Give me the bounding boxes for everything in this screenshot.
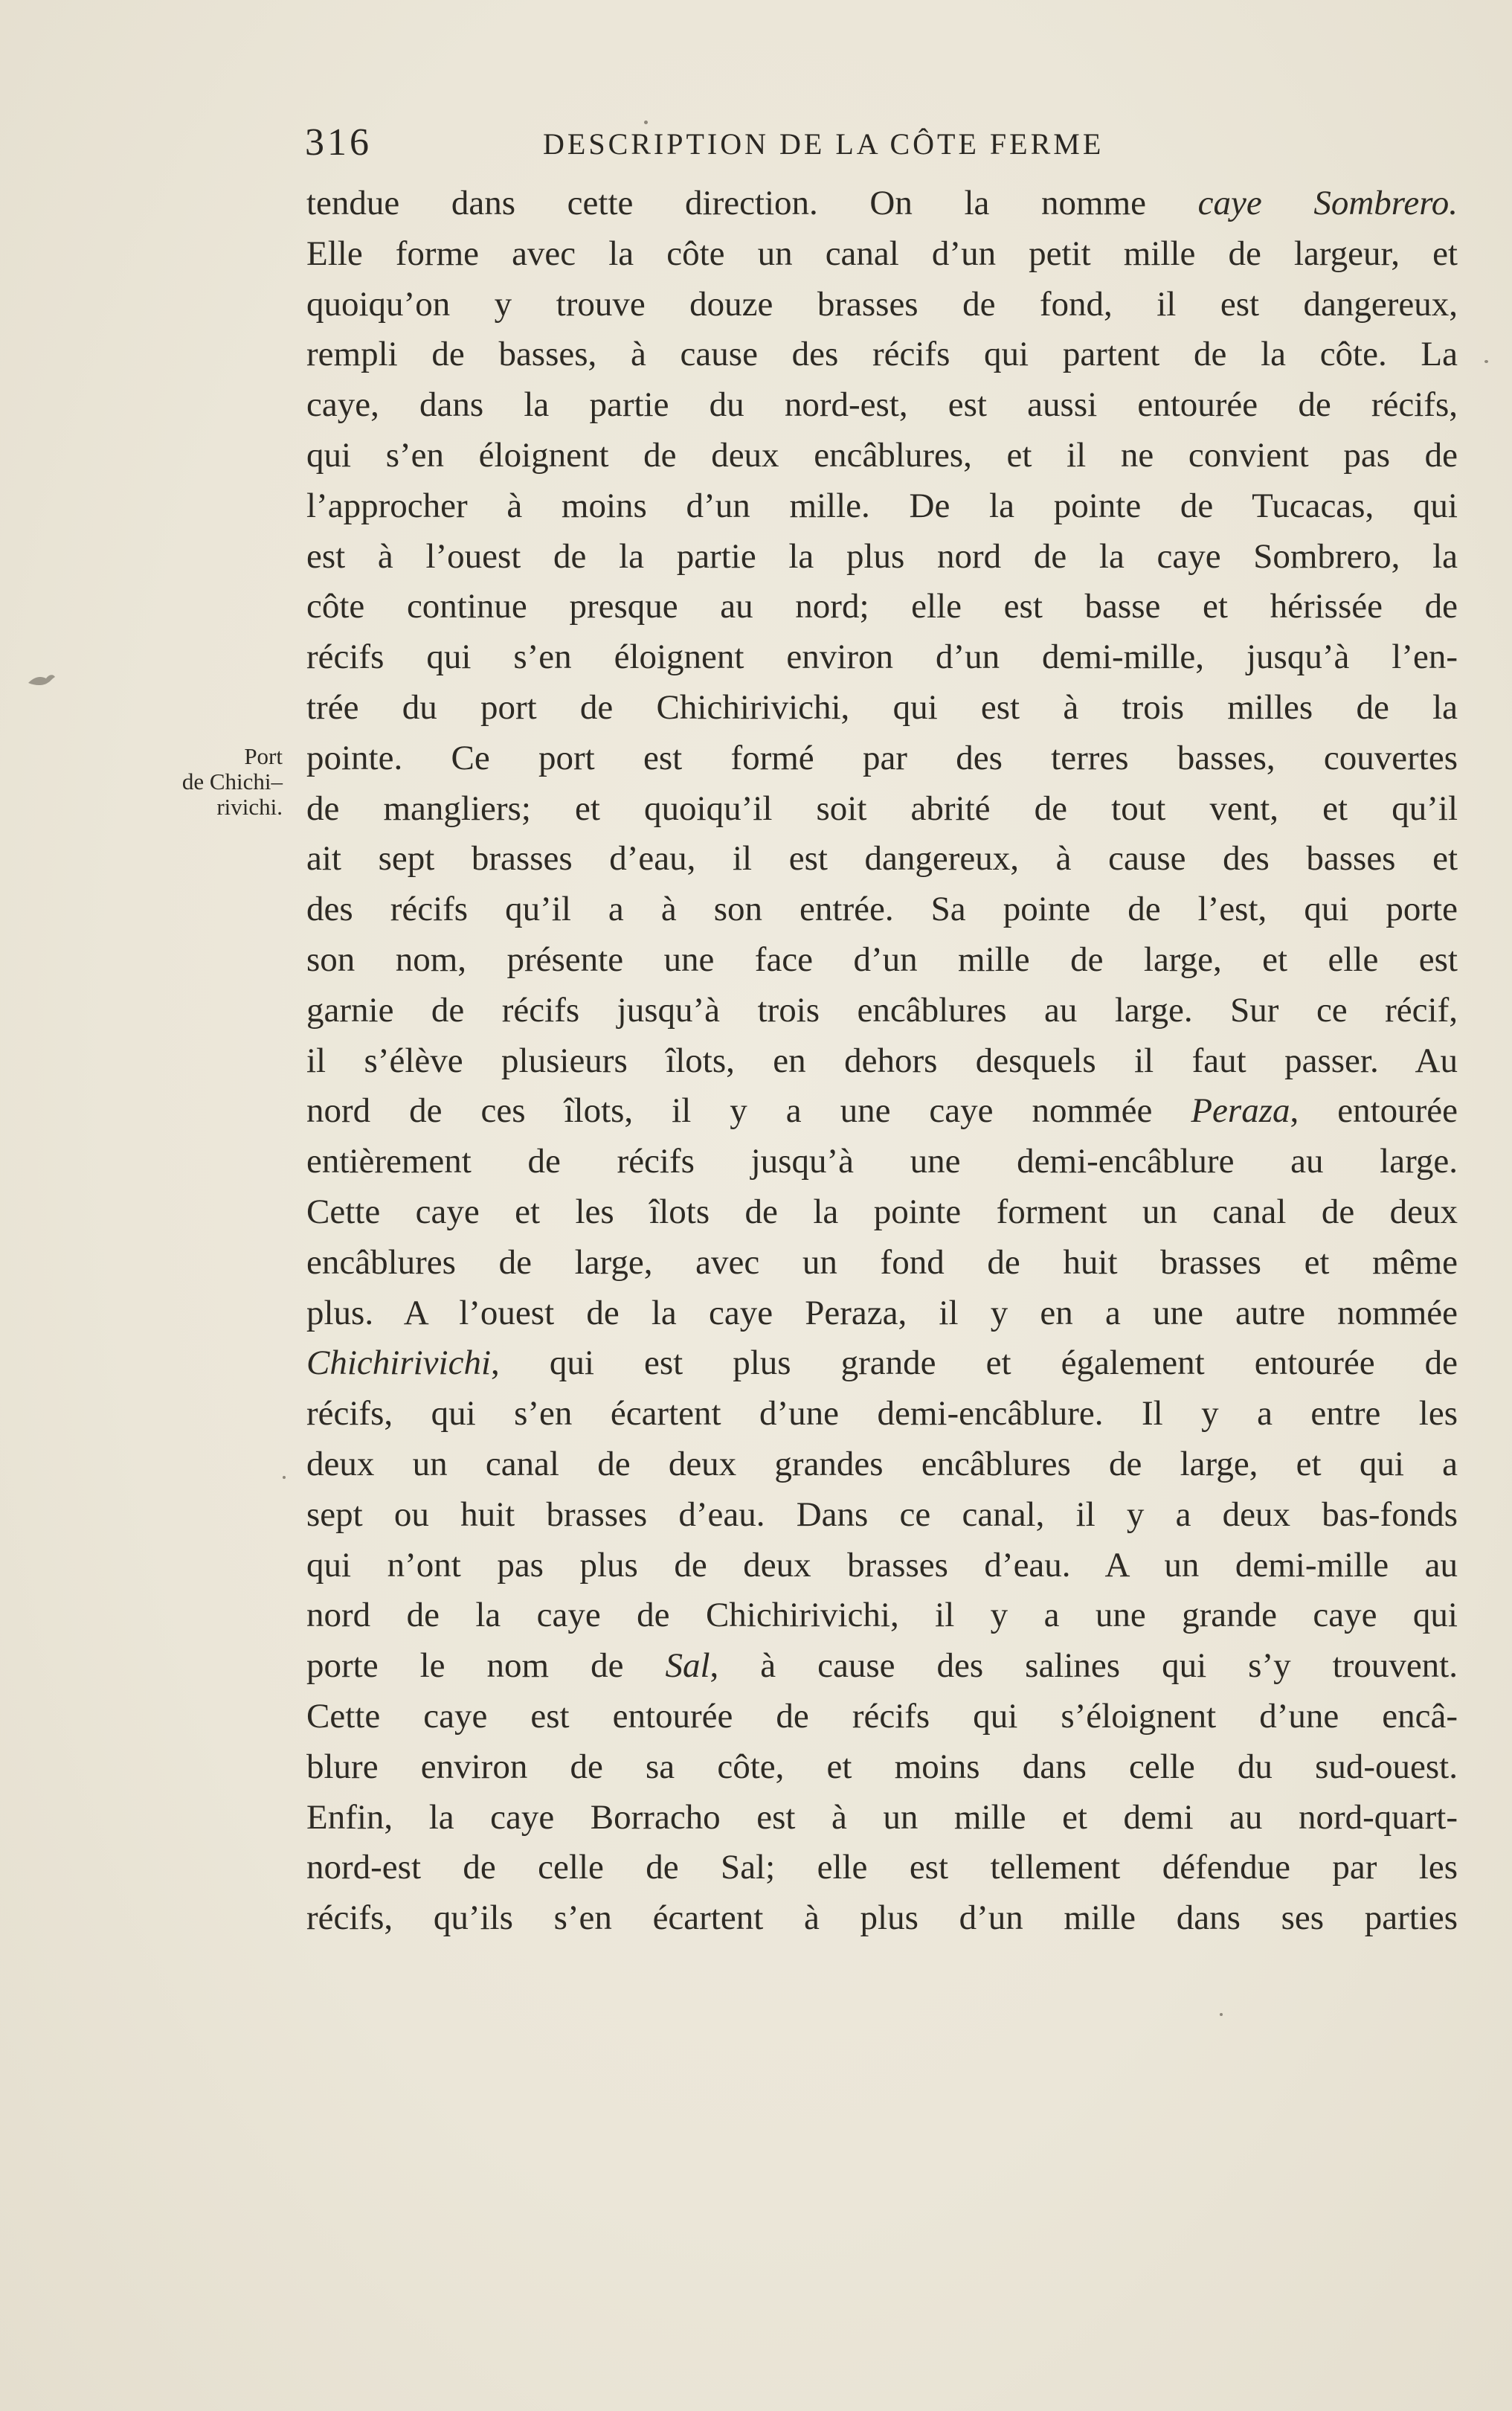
text-line [306, 1893, 1458, 1944]
running-head [305, 121, 1454, 165]
text-run: sept ou huit brasses d’eau. Dans ce canal, il y a deux bas-fonds [306, 1495, 1458, 1534]
text-run: l’approcher à moins d’un mille. De la pointe de Tucacas, qui [306, 486, 1458, 525]
text-run: rempli de basses, à cause des récifs qui partent de la côte. La [306, 335, 1458, 374]
text-line [306, 632, 1458, 683]
text-run: Elle forme avec la côte un canal d’un petit mille de largeur, et [306, 234, 1458, 273]
paper-speck [1484, 360, 1488, 363]
margin-note [126, 744, 283, 820]
italic-text: Chichirivichi [306, 1343, 492, 1383]
text-run: caye, dans la partie du nord-est, est aussi entourée de récifs, [306, 385, 1458, 425]
text-run: nord de ces îlots, il y a une caye nommée [306, 1091, 1191, 1131]
text-run: des récifs qu’il a à son entrée. Sa pointe de l’est, qui porte [306, 890, 1458, 929]
text-line [306, 1793, 1458, 1843]
text-line [306, 532, 1458, 582]
text-line [306, 1590, 1458, 1641]
running-title: DESCRIPTION DE LA CÔTE FERME [543, 127, 1104, 161]
text-run: Cette caye est entourée de récifs qui s’éloignent d’une encâ- [306, 1696, 1458, 1736]
text-run: encâblures de large, avec un fond de huit brasses et même [306, 1242, 1458, 1282]
text-run: ait sept brasses d’eau, il est dangereux, à cause des basses et [306, 839, 1458, 879]
text-line [306, 481, 1458, 532]
italic-text: Sal [665, 1646, 710, 1686]
text-run: deux un canal de deux grandes encâblures de large, et qui a [306, 1444, 1458, 1483]
text-line [306, 1086, 1458, 1137]
text-run: nord de la caye de Chichirivichi, il y a une grande caye qui [306, 1596, 1458, 1635]
printer-mark-icon [27, 670, 57, 692]
text-run: récifs, qui s’en écartent d’une demi-encâblure. Il y a entre les [306, 1394, 1458, 1434]
text-run: Cette caye et les îlots de la pointe forment un canal de deux [306, 1192, 1458, 1231]
page-number: 316 [305, 121, 372, 164]
text-run: garnie de récifs jusqu’à trois encâblures au large. Sur ce récif, [306, 990, 1458, 1030]
text-line [306, 179, 1458, 229]
text-line [306, 1742, 1458, 1793]
text-line [306, 1389, 1458, 1439]
margin-note-line: de Chichi– [181, 768, 283, 794]
text-line [306, 431, 1458, 481]
text-line [306, 1238, 1458, 1288]
text-run: trée du port de Chichirivichi, qui est à trois milles de la [306, 687, 1458, 727]
text-run: son nom, présente une face d’un mille de large, et elle est [306, 940, 1458, 979]
text-run: qui s’en éloignent de deux encâblures, et il ne convient pas de [306, 435, 1458, 475]
paper-speck [1220, 2013, 1223, 2016]
text-run: plus. A l’ouest de la caye Peraza, il y en a une autre nommée [306, 1293, 1458, 1332]
text-line [306, 1338, 1458, 1389]
text-line [306, 1641, 1458, 1692]
text-run: récifs, qu’ils s’en écartent à plus d’un mille dans ses parties [306, 1898, 1458, 1938]
text-run: il s’élève plusieurs îlots, en dehors desquels il faut passer. Au [306, 1041, 1458, 1080]
text-run: de mangliers; et quoiqu’il soit abrité de tout vent, et qu’il [306, 789, 1458, 828]
text-line [306, 229, 1458, 280]
text-run: pointe. Ce port est formé par des terres basses, couvertes [306, 738, 1458, 777]
text-line [306, 935, 1458, 986]
text-run: côte continue presque au nord; elle est basse et hérissée de [306, 587, 1458, 626]
margin-note-line: rivichi. [216, 794, 283, 820]
text-line [306, 885, 1458, 935]
text-run: , entourée [1290, 1091, 1458, 1131]
text-line [306, 1137, 1458, 1187]
text-line [306, 380, 1458, 431]
text-line [306, 834, 1458, 885]
text-line [306, 1187, 1458, 1238]
text-line [306, 280, 1458, 330]
text-run: est à l’ouest de la partie la plus nord de la caye Sombrero, la [306, 536, 1458, 576]
text-line [306, 733, 1458, 784]
text-line [306, 784, 1458, 835]
text-run: nord-est de celle de Sal; elle est tellement défendue par les [306, 1848, 1458, 1887]
text-run: blure environ de sa côte, et moins dans celle du sud-ouest. [306, 1747, 1458, 1786]
paper-speck [644, 121, 648, 124]
text-line [306, 330, 1458, 380]
text-line [306, 1541, 1458, 1591]
margin-note-line: Port [244, 743, 283, 769]
text-run: tendue dans cette direction. On la nomme [306, 184, 1198, 222]
text-line [306, 1692, 1458, 1742]
italic-text: caye Sombrero. [1197, 184, 1458, 222]
text-run: quoiqu’on y trouve douze brasses de fond, il est dangereux, [306, 284, 1458, 324]
text-line [306, 582, 1458, 632]
body-text [306, 179, 1458, 1944]
paper-speck [283, 1476, 286, 1479]
text-run: entièrement de récifs jusqu’à une demi-encâblure au large. [306, 1142, 1458, 1181]
text-line [306, 683, 1458, 733]
text-run: qui n’ont pas plus de deux brasses d’eau. A un demi-mille au [306, 1545, 1458, 1585]
italic-text: Peraza [1191, 1091, 1290, 1131]
text-line [306, 1843, 1458, 1893]
text-run: porte le nom de [306, 1646, 666, 1686]
text-line [306, 1036, 1458, 1087]
text-line [306, 1490, 1458, 1541]
text-run: récifs qui s’en éloignent environ d’un demi-mille, jusqu’à l’en- [306, 638, 1458, 677]
text-line [306, 1439, 1458, 1490]
text-line [306, 1288, 1458, 1339]
text-run: Enfin, la caye Borracho est à un mille et demi au nord-quart- [306, 1797, 1458, 1837]
text-run: , à cause des salines qui s’y trouvent. [710, 1646, 1458, 1686]
text-run: , qui est plus grande et également entourée de [491, 1343, 1458, 1383]
text-line [306, 986, 1458, 1036]
